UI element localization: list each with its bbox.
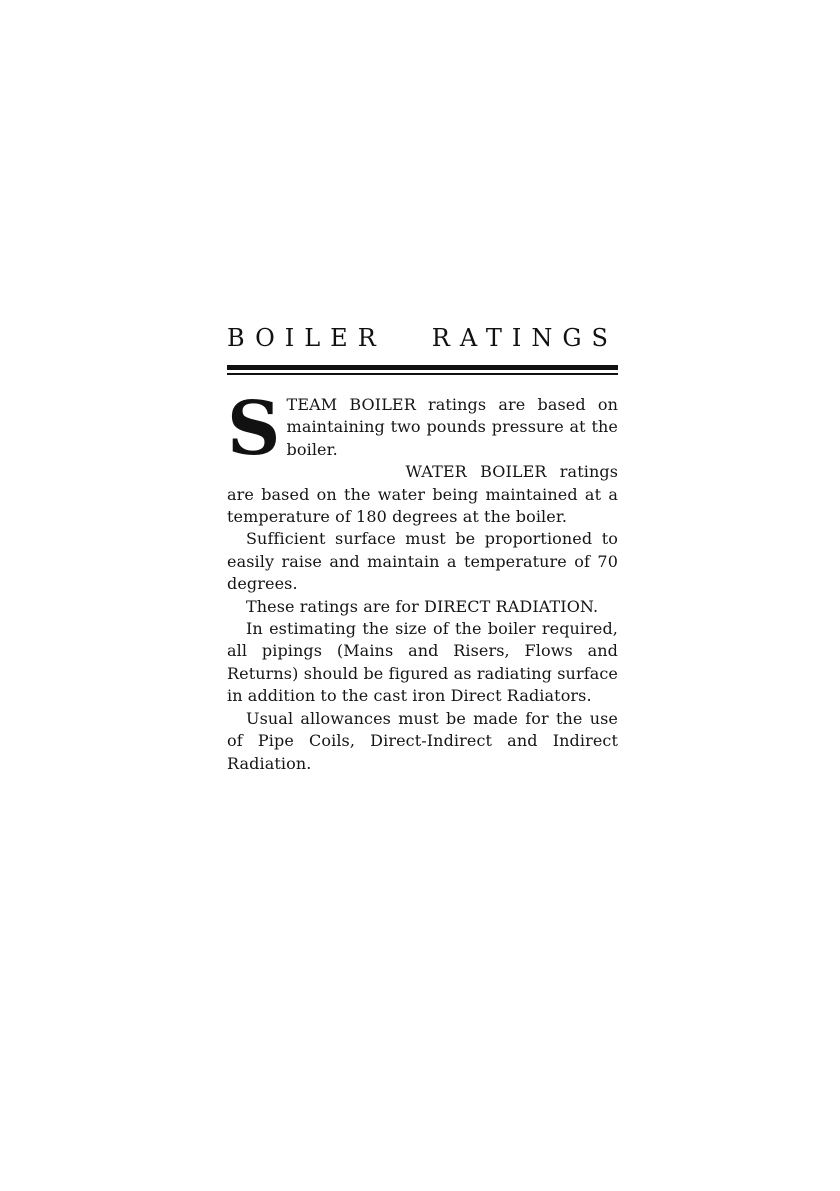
page-column: [227, 322, 618, 775]
article-body: [227, 386, 618, 775]
page-title: BOILER RATINGS: [227, 324, 618, 352]
title-double-rule: [227, 365, 618, 376]
paragraph-steam-boiler: [227, 386, 618, 472]
paragraph-water-boiler-text: WATER BOILER ratings are based on the water being maintained at a temperature of 180 degrees at the boiler.: [227, 462, 618, 527]
paragraph-direct-radiation: These ratings are for DIRECT RADIATION.: [246, 596, 599, 616]
title-rule-thick: [227, 365, 618, 370]
paragraph-sufficient-surface: Sufficient surface must be proportioned to easily raise and maintain a temperature of 70 degrees.: [227, 529, 618, 594]
drop-cap-letter: S: [227, 386, 281, 472]
paragraph-usual-allowances: Usual allowances must be made for the use of Pipe Coils, Direct-Indirect and Indirect Radiation.: [227, 708, 618, 773]
paragraph-steam-boiler-text: TEAM BOILER ratings are based on maintaining two pounds pressure at the boiler.: [286, 395, 618, 459]
paragraph-water-boiler: [227, 461, 618, 528]
paragraph-estimating-size: In estimating the size of the boiler required, all pipings (Mains and Risers, Flows and Returns) should be figured as radiating surface in addition to the cast iron Direct Radiators.: [227, 619, 618, 706]
title-rule-thin: [227, 373, 618, 375]
